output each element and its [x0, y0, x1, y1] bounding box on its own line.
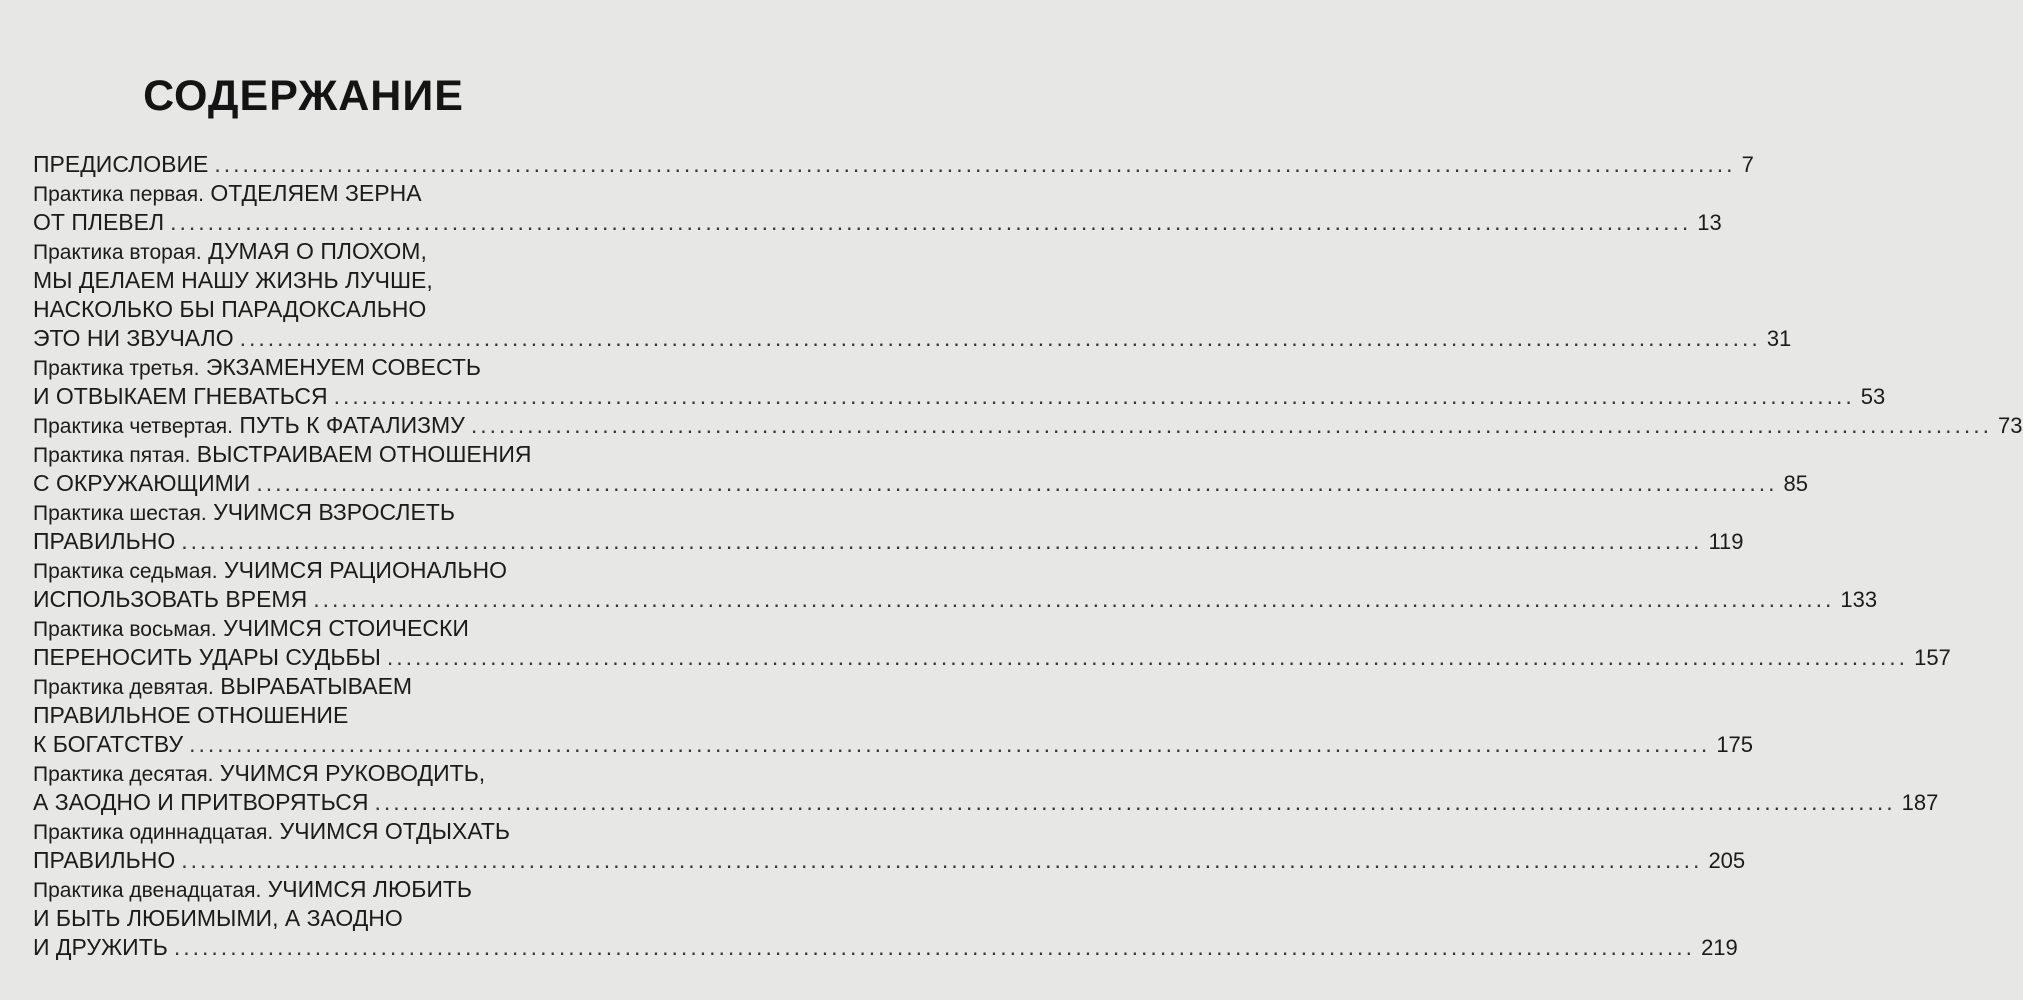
- toc-line-text: [33, 238, 427, 264]
- toc-practice-label: Практика девятая.: [33, 676, 214, 699]
- toc-practice-label: Практика четвертая.: [33, 415, 234, 438]
- toc-chapter-title: И ДРУЖИТЬ: [33, 934, 168, 960]
- toc-page-number: 133: [1840, 587, 1878, 612]
- toc-practice-label: Практика третья.: [33, 357, 200, 380]
- toc-practice-label: Практика пятая.: [33, 444, 191, 467]
- toc-line-text: [33, 905, 403, 931]
- toc-entry: [33, 150, 1754, 179]
- toc-line: [33, 643, 1951, 672]
- toc-line-text: [33, 760, 485, 786]
- toc-chapter-title: ЭТО НИ ЗВУЧАЛО: [33, 325, 234, 351]
- toc-line-text: [33, 296, 426, 322]
- toc-chapter-title: ПЕРЕНОСИТЬ УДАРЫ СУДЬБЫ: [33, 644, 381, 670]
- toc-practice-label: Практика одиннадцатая.: [33, 821, 274, 844]
- toc-dot-leader: ..................................................................................................................................................................: [256, 470, 1778, 496]
- toc-line-text: [33, 702, 348, 728]
- toc-chapter-title: И ОТВЫКАЕМ ГНЕВАТЬСЯ: [33, 383, 328, 409]
- toc-chapter-title: ДУМАЯ О ПЛОХОМ,: [208, 238, 427, 264]
- toc-dot-leader: ..................................................................................................................................................................: [333, 383, 1855, 409]
- toc-chapter-title: НАСКОЛЬКО БЫ ПАРАДОКСАЛЬНО: [33, 296, 427, 322]
- toc-line-text: [33, 267, 433, 293]
- toc-line-text: [33, 411, 465, 441]
- toc-line-text: [33, 180, 422, 206]
- toc-line-text: [33, 788, 368, 817]
- toc-line: [33, 324, 1792, 353]
- toc-page-number: 31: [1766, 326, 1792, 351]
- table-of-contents: [33, 150, 2023, 962]
- toc-entry: [33, 237, 1792, 353]
- toc-line: [33, 933, 1738, 962]
- toc-practice-label: Практика первая.: [33, 183, 204, 206]
- toc-line-text: [33, 557, 507, 583]
- toc-practice-label: Практика седьмая.: [33, 560, 218, 583]
- toc-line: [33, 527, 1744, 556]
- toc-line: [33, 411, 2023, 440]
- toc-dot-leader: ..................................................................................................................................................................: [181, 847, 1703, 873]
- toc-chapter-title: УЧИМСЯ РАЦИОНАЛЬНО: [224, 557, 507, 583]
- toc-line-text: [33, 818, 510, 844]
- toc-dot-leader: ..................................................................................................................................................................: [313, 586, 1835, 612]
- toc-line: [33, 788, 1939, 817]
- toc-entry: [33, 353, 1886, 411]
- toc-line-text: [33, 527, 175, 556]
- toc-line: [33, 817, 571, 846]
- toc-line: [33, 469, 1809, 498]
- toc-practice-label: Практика восьмая.: [33, 618, 217, 641]
- toc-practice-label: Практика десятая.: [33, 763, 214, 786]
- page-title: СОДЕРЖАНИЕ: [143, 72, 464, 120]
- toc-entry: [33, 440, 1809, 498]
- toc-dot-leader: ..................................................................................................................................................................: [470, 412, 1993, 438]
- toc-chapter-title: ОТДЕЛЯЕМ ЗЕРНА: [210, 180, 422, 206]
- toc-page-number: 119: [1708, 529, 1744, 554]
- toc-line-text: [33, 150, 208, 179]
- toc-line: [33, 353, 571, 382]
- toc-line: [33, 556, 571, 585]
- toc-chapter-title: УЧИМСЯ ВЗРОСЛЕТЬ: [213, 499, 455, 525]
- toc-line: [33, 237, 571, 266]
- toc-entry: [33, 179, 1722, 237]
- toc-entry: [33, 556, 1878, 614]
- toc-chapter-title: ВЫСТРАИВАЕМ ОТНОШЕНИЯ: [196, 441, 532, 467]
- toc-line-text: [33, 585, 307, 614]
- toc-line-text: [33, 643, 381, 672]
- toc-line-text: [33, 933, 168, 962]
- toc-chapter-title: ПРАВИЛЬНО: [33, 847, 176, 873]
- toc-chapter-title: ПРЕДИСЛОВИЕ: [33, 151, 209, 177]
- toc-entry: [33, 411, 2023, 440]
- toc-line: [33, 672, 571, 701]
- toc-line-text: [33, 673, 412, 699]
- toc-line: [33, 179, 571, 208]
- toc-line-text: [33, 876, 472, 902]
- toc-page-number: 205: [1708, 848, 1746, 873]
- toc-line-text: [33, 469, 250, 498]
- toc-line-text: [33, 441, 532, 467]
- toc-entry: [33, 672, 1754, 759]
- toc-line: [33, 730, 1754, 759]
- toc-line-text: [33, 208, 164, 237]
- toc-line: [33, 208, 1722, 237]
- toc-chapter-title: МЫ ДЕЛАЕМ НАШУ ЖИЗНЬ ЛУЧШЕ,: [33, 267, 433, 293]
- toc-dot-leader: ..................................................................................................................................................................: [214, 151, 1736, 177]
- toc-chapter-title: ПРАВИЛЬНО: [33, 528, 176, 554]
- toc-line: [33, 585, 1878, 614]
- toc-dot-leader: ..................................................................................................................................................................: [173, 934, 1696, 960]
- toc-line-text: [33, 324, 234, 353]
- toc-page-number: 219: [1701, 935, 1738, 960]
- toc-chapter-title: А ЗАОДНО И ПРИТВОРЯТЬСЯ: [33, 789, 369, 815]
- toc-line: [33, 382, 1886, 411]
- toc-line: [33, 498, 571, 527]
- toc-chapter-title: ВЫРАБАТЫВАЕМ: [220, 673, 413, 699]
- toc-dot-leader: ..................................................................................................................................................................: [374, 789, 1896, 815]
- toc-line: [33, 266, 571, 295]
- toc-entry: [33, 759, 1939, 817]
- toc-chapter-title: ПУТЬ К ФАТАЛИЗМУ: [239, 412, 465, 438]
- toc-line: [33, 904, 571, 933]
- toc-chapter-title: ЭКЗАМЕНУЕМ СОВЕСТЬ: [205, 354, 482, 380]
- toc-dot-leader: ..................................................................................................................................................................: [170, 209, 1692, 235]
- toc-dot-leader: ..................................................................................................................................................................: [181, 528, 1703, 554]
- toc-line: [33, 759, 571, 788]
- toc-line-text: [33, 354, 481, 380]
- toc-entry: [33, 614, 1951, 672]
- toc-line: [33, 846, 1746, 875]
- toc-line-text: [33, 382, 328, 411]
- toc-chapter-title: И БЫТЬ ЛЮБИМЫМИ, А ЗАОДНО: [33, 905, 403, 931]
- toc-chapter-title: ПРАВИЛЬНОЕ ОТНОШЕНИЕ: [33, 702, 349, 728]
- toc-dot-leader: ..................................................................................................................................................................: [189, 731, 1711, 757]
- toc-entry: [33, 498, 1744, 556]
- toc-chapter-title: УЧИМСЯ СТОИЧЕСКИ: [223, 615, 469, 641]
- toc-page-number: 157: [1914, 645, 1951, 670]
- toc-entry: [33, 875, 1738, 962]
- toc-dot-leader: ..................................................................................................................................................................: [386, 644, 1909, 670]
- toc-chapter-title: УЧИМСЯ ОТДЫХАТЬ: [279, 818, 511, 844]
- toc-line: [33, 150, 1754, 179]
- toc-page-number: 187: [1901, 790, 1939, 815]
- toc-practice-label: Практика двенадцатая.: [33, 879, 262, 902]
- toc-line-text: [33, 499, 455, 525]
- toc-page-number: 53: [1860, 384, 1886, 409]
- toc-dot-leader: ..................................................................................................................................................................: [239, 325, 1761, 351]
- toc-page-number: 175: [1716, 732, 1754, 757]
- toc-line: [33, 295, 571, 324]
- toc-line-text: [33, 730, 183, 759]
- toc-chapter-title: С ОКРУЖАЮЩИМИ: [33, 470, 251, 496]
- toc-line: [33, 701, 571, 730]
- toc-practice-label: Практика шестая.: [33, 502, 207, 525]
- toc-practice-label: Практика вторая.: [33, 241, 202, 264]
- toc-line: [33, 614, 571, 643]
- toc-page-number: 7: [1741, 152, 1754, 177]
- toc-line-text: [33, 615, 469, 641]
- toc-page-number: 13: [1697, 210, 1722, 235]
- toc-page-number: 73: [1998, 413, 2023, 438]
- toc-line: [33, 875, 571, 904]
- toc-line: [33, 440, 571, 469]
- toc-page-number: 85: [1783, 471, 1809, 496]
- toc-line-text: [33, 846, 175, 875]
- toc-chapter-title: ИСПОЛЬЗОВАТЬ ВРЕМЯ: [33, 586, 308, 612]
- toc-chapter-title: К БОГАТСТВУ: [33, 731, 184, 757]
- toc-chapter-title: УЧИМСЯ ЛЮБИТЬ: [267, 876, 473, 902]
- toc-chapter-title: УЧИМСЯ РУКОВОДИТЬ,: [219, 760, 486, 786]
- toc-entry: [33, 817, 1746, 875]
- toc-chapter-title: ОТ ПЛЕВЕЛ: [33, 209, 165, 235]
